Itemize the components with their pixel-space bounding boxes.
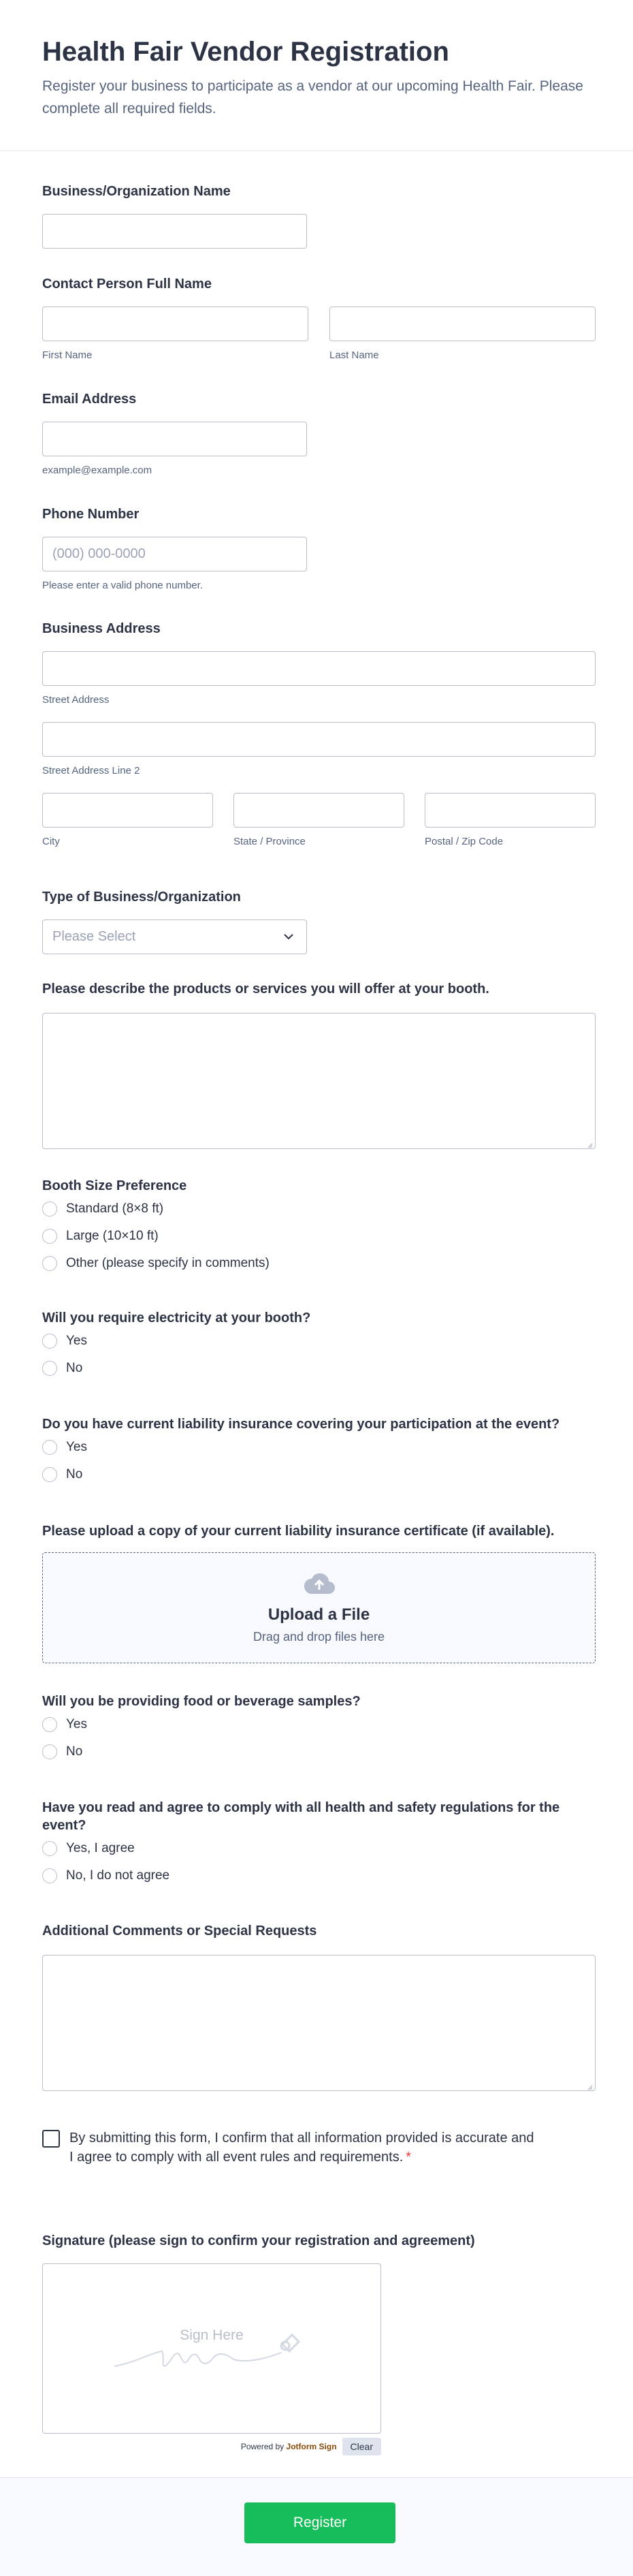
regulations-field [42,1799,596,1889]
regulations-label: Have you read and agree to comply with all health and safety regulations for the event? [42,1800,560,1833]
signature-label: Signature (please sign to confirm your registration and agreement) [42,2233,475,2248]
business-name-input[interactable] [42,214,307,249]
consent-text [69,2129,539,2167]
powered-by [241,2442,337,2451]
regulations-option-disagree[interactable] [42,1863,596,1889]
phone-input[interactable]: (000) 000-0000 [42,537,307,571]
signature-pad[interactable] [42,2263,381,2434]
radio-button[interactable] [42,1467,57,1482]
form-header [0,0,633,151]
electricity-option-no[interactable] [42,1355,596,1381]
business-type-field [42,888,596,954]
chevron-down-icon [280,929,297,945]
electricity-option-yes[interactable] [42,1328,596,1354]
phone-field [42,505,596,592]
address-field [42,620,596,848]
radio-button[interactable] [42,1868,57,1883]
radio-label: Large (10×10 ft) [66,1229,159,1243]
radio-label: No [66,1467,83,1481]
food-samples-field [42,1693,596,1765]
signature-placeholder-icon [43,2264,382,2434]
signature-placeholder: Sign Here [180,2327,244,2343]
zip-input[interactable] [425,793,596,828]
city-input[interactable] [42,793,213,828]
resize-grip-icon[interactable] [586,2082,593,2088]
email-input[interactable] [42,422,307,456]
comments-field [42,1922,596,2091]
radio-button[interactable] [42,1717,57,1732]
radio-label: No, I do not agree [66,1868,170,1883]
radio-label: Yes [66,1717,87,1731]
jotform-sign-brand: Jotform Sign [286,2442,337,2451]
powered-by-prefix: Powered by [240,2442,285,2451]
comments-textarea[interactable] [42,1955,596,2091]
form-title: Health Fair Vendor Registration [42,37,449,67]
food-option-no[interactable] [42,1739,596,1765]
products-field [42,980,596,1149]
food-option-yes[interactable] [42,1712,596,1738]
insurance-option-no[interactable] [42,1462,596,1488]
upload-label: Please upload a copy of your current liability insurance certificate (if available). [42,1524,555,1539]
upload-subtitle: Drag and drop files here [253,1629,385,1644]
radio-button[interactable] [42,1229,57,1244]
street-address-input[interactable] [42,651,596,686]
booth-size-field [42,1177,596,1276]
first-name-input[interactable] [42,307,308,341]
consent-label: By submitting this form, I confirm that all information provided is accurate and I agree to comply with all event rules and requirements. [69,2131,534,2165]
email-label: Email Address [42,392,137,407]
booth-option-standard[interactable] [42,1196,596,1222]
radio-label: Other (please specify in comments) [66,1256,270,1270]
radio-button[interactable] [42,1361,57,1376]
business-name-field [42,183,596,249]
comments-label: Additional Comments or Special Requests [42,1923,317,1938]
electricity-field [42,1309,596,1381]
street-address-2-sublabel: Street Address Line 2 [42,765,140,776]
products-label: Please describe the products or services you will offer at your booth. [42,981,489,996]
radio-button[interactable] [42,1744,57,1759]
regulations-option-agree[interactable] [42,1836,596,1862]
booth-size-label: Booth Size Preference [42,1178,187,1193]
first-name-sublabel: First Name [42,349,93,361]
insurance-option-yes[interactable] [42,1434,596,1460]
city-sublabel: City [42,836,60,847]
consent-field [42,2129,596,2167]
register-button[interactable]: Register [244,2502,395,2543]
email-field [42,390,596,477]
radio-button[interactable] [42,1440,57,1455]
booth-option-large[interactable] [42,1223,596,1249]
business-type-select[interactable] [42,920,307,954]
radio-button[interactable] [42,1334,57,1349]
street-address-sublabel: Street Address [42,694,110,706]
radio-label: No [66,1361,83,1375]
booth-option-other[interactable] [42,1251,596,1276]
contact-name-label: Contact Person Full Name [42,277,212,292]
business-name-label: Business/Organization Name [42,184,231,199]
last-name-sublabel: Last Name [329,349,379,361]
consent-checkbox[interactable] [42,2130,60,2148]
business-type-label: Type of Business/Organization [42,890,241,905]
radio-button[interactable] [42,1256,57,1271]
last-name-input[interactable] [329,307,596,341]
resize-grip-icon[interactable] [586,1140,593,1146]
radio-label: Yes [66,1334,87,1348]
electricity-label: Will you require electricity at your booth? [42,1310,311,1325]
insurance-label: Do you have current liability insurance covering your participation at the event? [42,1417,560,1432]
radio-label: Yes, I agree [66,1841,135,1855]
state-sublabel: State / Province [233,836,306,847]
cloud-upload-icon [303,1572,336,1599]
radio-label: No [66,1744,83,1759]
signature-footer [42,2438,381,2455]
state-input[interactable] [233,793,404,828]
file-upload-dropzone[interactable] [42,1552,596,1663]
contact-name-field [42,275,596,362]
submit-area [0,2477,633,2576]
business-type-placeholder: Please Select [52,929,136,944]
upload-field [42,1522,596,1663]
address-label: Business Address [42,621,161,636]
zip-sublabel: Postal / Zip Code [425,836,504,847]
phone-sublabel: Please enter a valid phone number. [42,580,203,591]
food-samples-label: Will you be providing food or beverage samples? [42,1694,361,1709]
radio-button[interactable] [42,1201,57,1216]
clear-signature-button[interactable]: Clear [342,2438,381,2455]
upload-title: Upload a File [267,1605,370,1624]
signature-field [42,2232,596,2455]
products-textarea[interactable] [42,1013,596,1149]
radio-label: Yes [66,1440,87,1454]
phone-label: Phone Number [42,507,140,522]
radio-label: Standard (8×8 ft) [66,1201,164,1216]
radio-button[interactable] [42,1841,57,1856]
street-address-2-input[interactable] [42,722,596,757]
insurance-field [42,1415,596,1488]
email-sublabel: example@example.com [42,465,152,476]
form-subtitle: Register your business to participate as a vendor at our upcoming Health Fair. Please complete all required fields. [42,78,583,116]
required-asterisk: * [406,2150,412,2165]
